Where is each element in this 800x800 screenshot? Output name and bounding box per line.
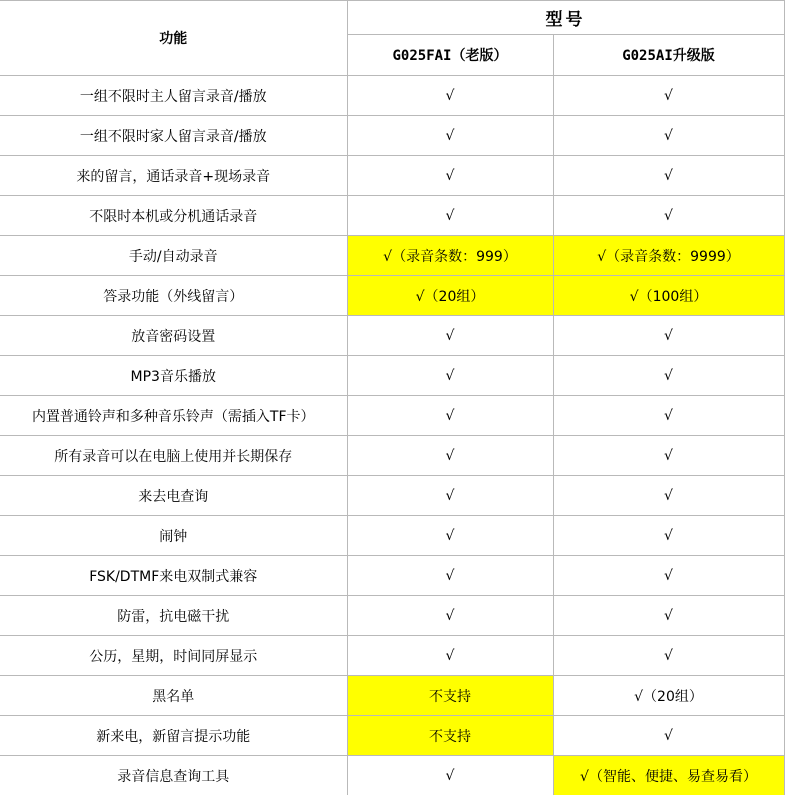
new-version-cell: √（录音条数：9999）: [553, 236, 784, 276]
feature-cell: MP3音乐播放: [0, 356, 347, 396]
old-version-cell: √: [347, 516, 553, 556]
feature-cell: 不限时本机或分机通话录音: [0, 196, 347, 236]
old-version-cell: √: [347, 556, 553, 596]
new-version-cell: √: [553, 76, 784, 116]
old-version-cell: √（录音条数：999）: [347, 236, 553, 276]
feature-cell: 新来电，新留言提示功能: [0, 716, 347, 756]
table-row: [0, 76, 784, 116]
new-version-header: G025AI升级版: [553, 35, 784, 76]
new-version-cell: √: [553, 316, 784, 356]
table-row: [0, 116, 784, 156]
table-row: [0, 316, 784, 356]
feature-cell: 来的留言，通话录音+现场录音: [0, 156, 347, 196]
old-version-cell: √: [347, 76, 553, 116]
table-row: [0, 236, 784, 276]
new-version-cell: √: [553, 116, 784, 156]
table-row: [0, 716, 784, 756]
old-version-cell: √: [347, 756, 553, 796]
feature-cell: 内置普通铃声和多种音乐铃声（需插入TF卡）: [0, 396, 347, 436]
new-version-cell: √: [553, 396, 784, 436]
feature-cell: 一组不限时家人留言录音/播放: [0, 116, 347, 156]
new-version-cell: √（智能、便捷、易查易看）: [553, 756, 784, 796]
table-row: [0, 396, 784, 436]
new-version-cell: √: [553, 596, 784, 636]
table-row: [0, 596, 784, 636]
old-version-cell: √: [347, 476, 553, 516]
feature-cell: 防雷，抗电磁干扰: [0, 596, 347, 636]
old-version-header: G025FAI（老版）: [347, 35, 553, 76]
new-version-cell: √: [553, 436, 784, 476]
feature-cell: 手动/自动录音: [0, 236, 347, 276]
old-version-cell: √: [347, 156, 553, 196]
table-row: [0, 436, 784, 476]
new-version-cell: √: [553, 516, 784, 556]
old-version-cell: √（20组）: [347, 276, 553, 316]
feature-cell: 放音密码设置: [0, 316, 347, 356]
new-version-cell: √: [553, 636, 784, 676]
table-row: [0, 556, 784, 596]
new-version-cell: √（100组）: [553, 276, 784, 316]
feature-cell: 公历，星期，时间同屏显示: [0, 636, 347, 676]
table-row: [0, 516, 784, 556]
table-row: [0, 196, 784, 236]
table-row: [0, 756, 784, 796]
new-version-cell: √（20组）: [553, 676, 784, 716]
model-group-header: 型号: [347, 1, 784, 35]
new-version-cell: √: [553, 196, 784, 236]
new-version-cell: √: [553, 476, 784, 516]
new-version-cell: √: [553, 356, 784, 396]
old-version-cell: √: [347, 316, 553, 356]
new-version-cell: √: [553, 556, 784, 596]
feature-cell: FSK/DTMF来电双制式兼容: [0, 556, 347, 596]
feature-cell: 一组不限时主人留言录音/播放: [0, 76, 347, 116]
feature-cell: 来去电查询: [0, 476, 347, 516]
feature-cell: 录音信息查询工具: [0, 756, 347, 796]
table-row: [0, 276, 784, 316]
table-row: [0, 356, 784, 396]
old-version-cell: 不支持: [347, 676, 553, 716]
feature-cell: 黑名单: [0, 676, 347, 716]
old-version-cell: √: [347, 196, 553, 236]
table-row: [0, 676, 784, 716]
table-row: [0, 476, 784, 516]
old-version-cell: √: [347, 636, 553, 676]
old-version-cell: √: [347, 116, 553, 156]
feature-column-header: 功能: [0, 1, 347, 76]
old-version-cell: √: [347, 436, 553, 476]
old-version-cell: 不支持: [347, 716, 553, 756]
old-version-cell: √: [347, 396, 553, 436]
feature-cell: 答录功能（外线留言）: [0, 276, 347, 316]
table-row: [0, 156, 784, 196]
feature-cell: 所有录音可以在电脑上使用并长期保存: [0, 436, 347, 476]
old-version-cell: √: [347, 356, 553, 396]
new-version-cell: √: [553, 156, 784, 196]
old-version-cell: √: [347, 596, 553, 636]
feature-cell: 闹钟: [0, 516, 347, 556]
table-row: [0, 636, 784, 676]
table-body: [0, 76, 784, 796]
new-version-cell: √: [553, 716, 784, 756]
